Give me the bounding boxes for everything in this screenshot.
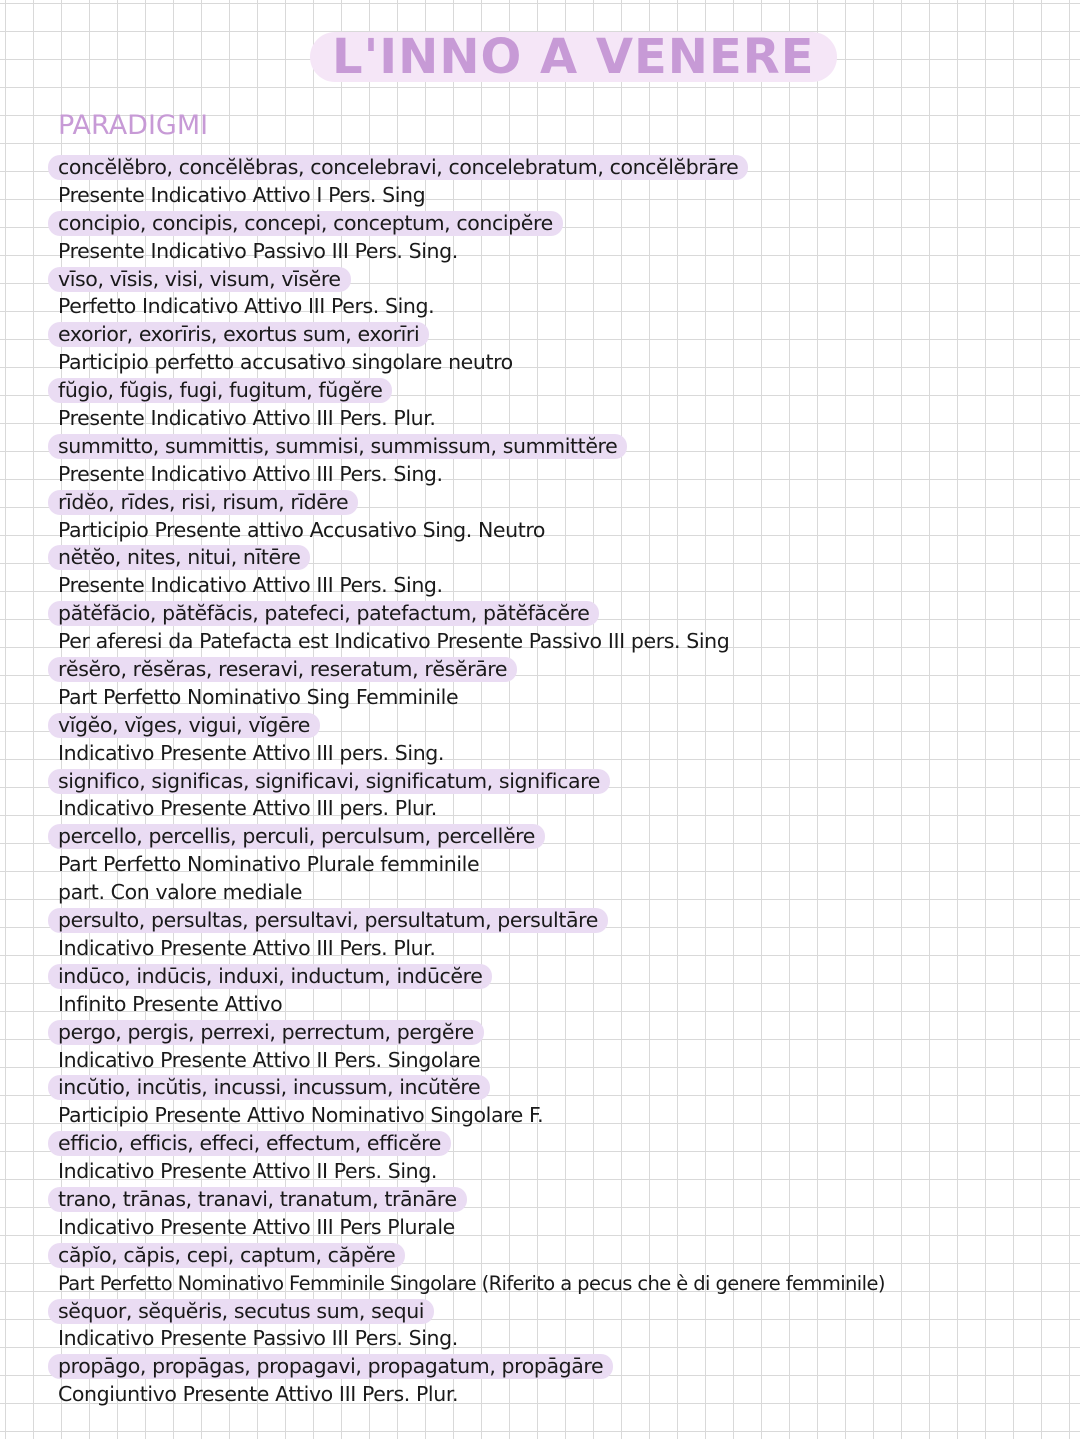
paradigm-text: fŭgio, fŭgis, fugi, fugitum, fŭgĕre — [48, 378, 392, 403]
analysis-line — [48, 293, 1068, 321]
analysis-text: Presente Indicativo Attivo III Pers. Sing. — [58, 573, 443, 598]
analysis-line — [48, 1102, 1068, 1130]
paradigm-line — [48, 907, 1068, 935]
analysis-text: Presente Indicativo Attivo III Pers. Plur. — [58, 406, 436, 431]
paradigm-line — [48, 489, 1068, 517]
paradigm-text: trano, trānas, tranavi, tranatum, trānāre — [48, 1187, 467, 1212]
analysis-line — [48, 405, 1068, 433]
paradigm-text: significo, significas, significavi, significatum, significare — [48, 769, 610, 794]
analysis-line — [48, 740, 1068, 768]
paradigm-line — [48, 963, 1068, 991]
paradigm-line — [48, 600, 1068, 628]
paradigm-line — [48, 712, 1068, 740]
analysis-line — [48, 991, 1068, 1019]
paradigm-line — [48, 823, 1068, 851]
analysis-line — [48, 879, 1068, 907]
analysis-line — [48, 684, 1068, 712]
analysis-line — [48, 1381, 1068, 1409]
paradigm-text: summitto, summittis, summisi, summissum, summittĕre — [48, 434, 627, 459]
analysis-text: Perfetto Indicativo Attivo III Pers. Sing. — [58, 294, 435, 319]
analysis-text: Presente Indicativo Attivo I Pers. Sing — [58, 182, 426, 207]
paradigm-text: pătĕfăcio, pătĕfăcis, patefeci, patefactum, pătĕfăcĕre — [48, 601, 599, 626]
paradigm-text: exorior, exorīris, exortus sum, exorīri — [48, 322, 429, 347]
analysis-text: Participio Presente Attivo Nominativo Singolare F. — [58, 1103, 544, 1128]
analysis-text: Indicativo Presente Passivo III Pers. Sing. — [58, 1326, 458, 1351]
paradigm-line — [48, 433, 1068, 461]
analysis-line — [48, 1047, 1068, 1075]
paradigm-text: indūco, indūcis, induxi, inductum, indūcĕre — [48, 964, 492, 989]
paradigm-line — [48, 544, 1068, 572]
paradigm-text: persulto, persultas, persultavi, persultatum, persultāre — [48, 908, 608, 933]
section-heading: PARADIGMI — [58, 110, 209, 141]
analysis-text: Presente Indicativo Passivo III Pers. Sing. — [58, 238, 458, 263]
analysis-line — [48, 1214, 1068, 1242]
analysis-text: Presente Indicativo Attivo III Pers. Sing. — [58, 461, 443, 486]
analysis-text: Indicativo Presente Attivo II Pers. Sing. — [58, 1159, 437, 1184]
paradigm-text: rīdĕo, rīdes, risi, risum, rīdēre — [48, 490, 358, 515]
paradigm-line — [48, 266, 1068, 294]
paradigm-text: concĕlĕbro, concĕlĕbras, concelebravi, concelebratum, concĕlĕbrāre — [48, 155, 748, 180]
analysis-text: Participio perfetto accusativo singolare neutro — [58, 350, 513, 375]
analysis-line — [48, 795, 1068, 823]
analysis-text: Indicativo Presente Attivo II Pers. Singolare — [58, 1047, 481, 1072]
paradigm-text: percello, percellis, perculi, perculsum, percellĕre — [48, 824, 545, 849]
paradigm-line — [48, 1186, 1068, 1214]
paradigm-line — [48, 210, 1068, 238]
analysis-text: Indicativo Presente Attivo III pers. Sing. — [58, 740, 445, 765]
paradigm-text: vīso, vīsis, visi, visum, vīsĕre — [48, 267, 351, 292]
page-title: L'INNO A VENERE — [310, 32, 837, 82]
analysis-text: Indicativo Presente Attivo III pers. Plur. — [58, 796, 437, 821]
analysis-line — [48, 182, 1068, 210]
paradigm-text: pergo, pergis, perrexi, perrectum, pergĕre — [48, 1020, 484, 1045]
analysis-line — [48, 935, 1068, 963]
analysis-text: Indicativo Presente Attivo III Pers. Plur. — [58, 935, 436, 960]
analysis-text: Part Perfetto Nominativo Plurale femminile — [58, 852, 480, 877]
analysis-line — [48, 1270, 1068, 1298]
analysis-line — [48, 349, 1068, 377]
paradigm-text: vĭgĕo, vĭges, vigui, vĭgēre — [48, 713, 320, 738]
paradigm-line — [48, 1130, 1068, 1158]
paradigm-line — [48, 1074, 1068, 1102]
analysis-text: Indicativo Presente Attivo III Pers Plurale — [58, 1214, 455, 1239]
paradigm-text: rĕsĕro, rĕsĕras, reseravi, reseratum, rĕsĕrāre — [48, 657, 517, 682]
analysis-line — [48, 628, 1068, 656]
paradigm-text: căpĭo, căpis, cepi, captum, căpĕre — [48, 1243, 405, 1268]
analysis-line — [48, 851, 1068, 879]
analysis-line — [48, 1158, 1068, 1186]
paradigm-text: efficio, efficis, effeci, effectum, efficĕre — [48, 1131, 451, 1156]
analysis-text: Infinito Presente Attivo — [58, 991, 283, 1016]
paradigm-line — [48, 1019, 1068, 1047]
analysis-text: Part Perfetto Nominativo Femminile Singolare (Riferito a pecus che è di genere femminile) — [58, 1271, 885, 1295]
analysis-text: Per aferesi da Patefacta est Indicativo Presente Passivo III pers. Sing — [58, 629, 730, 654]
paradigm-list — [48, 154, 1068, 1409]
paradigm-line — [48, 656, 1068, 684]
paradigm-text: nĕtĕo, nites, nitui, nītēre — [48, 545, 310, 570]
paradigm-text: sĕquor, sĕquĕris, secutus sum, sequi — [48, 1299, 434, 1324]
analysis-line — [48, 238, 1068, 266]
paradigm-text: concipio, concipis, concepi, conceptum, concipĕre — [48, 211, 563, 236]
analysis-text: Congiuntivo Presente Attivo III Pers. Plur. — [58, 1382, 459, 1407]
paradigm-text: propāgo, propāgas, propagavi, propagatum, propāgāre — [48, 1354, 613, 1379]
paradigm-text: incŭtio, incŭtis, incussi, incussum, incŭtĕre — [48, 1075, 490, 1100]
paradigm-line — [48, 154, 1068, 182]
paradigm-line — [48, 1242, 1068, 1270]
analysis-text: part. Con valore mediale — [58, 880, 303, 905]
paradigm-line — [48, 321, 1068, 349]
analysis-line — [48, 572, 1068, 600]
analysis-text: Participio Presente attivo Accusativo Sing. Neutro — [58, 517, 546, 542]
analysis-line — [48, 461, 1068, 489]
analysis-line — [48, 517, 1068, 545]
paradigm-line — [48, 1353, 1068, 1381]
paradigm-line — [48, 377, 1068, 405]
paradigm-line — [48, 1298, 1068, 1326]
paradigm-line — [48, 768, 1068, 796]
analysis-line — [48, 1325, 1068, 1353]
analysis-text: Part Perfetto Nominativo Sing Femminile — [58, 684, 459, 709]
